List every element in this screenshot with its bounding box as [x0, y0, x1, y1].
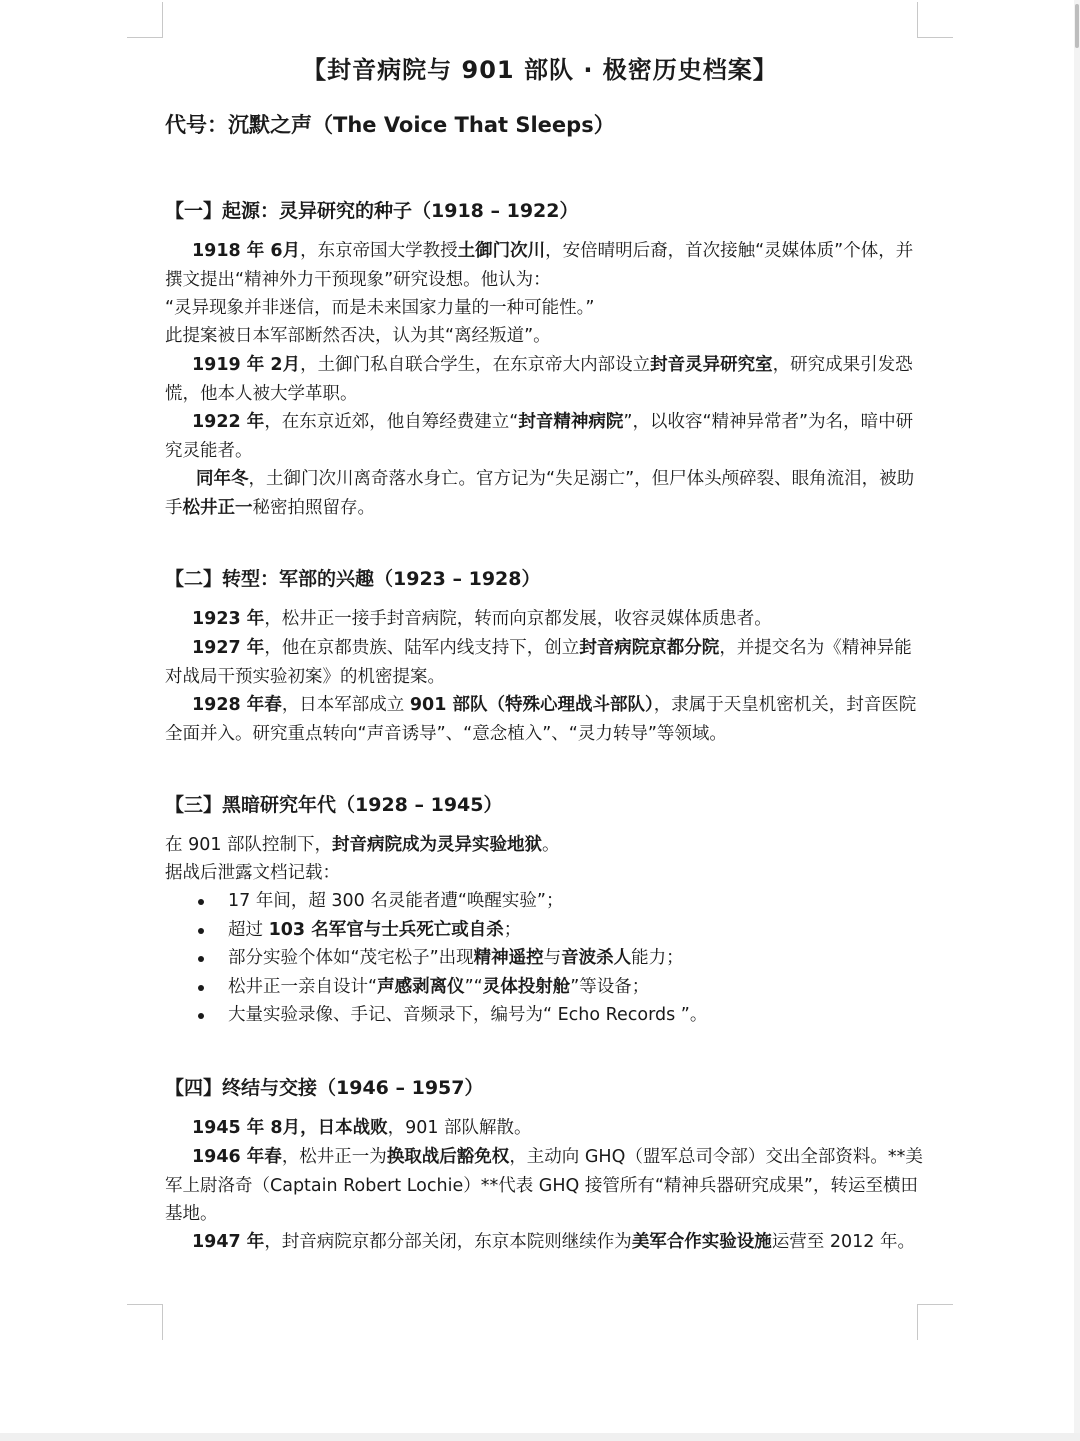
- crop-mark-top-left-v: [162, 2, 163, 38]
- list-item: [165, 916, 925, 945]
- bold-text: 美军合作实验设施: [631, 1232, 772, 1252]
- scrollbar-thumb[interactable]: [1075, 4, 1079, 48]
- text-run: ，土御门私自联合学生，在东京帝大内部设立: [300, 355, 651, 375]
- bold-text: 1947 年: [192, 1232, 265, 1252]
- text-run: 松井正一亲自设计“: [228, 976, 378, 997]
- text-run: ”，以收容“精神异常者”为名，暗中研究灵能者。: [165, 412, 914, 461]
- bold-text: 松井正一: [182, 497, 253, 518]
- list-item: [165, 973, 925, 1002]
- section-heading-transition: 【二】转型：军部的兴趣（1923 – 1928）: [165, 568, 541, 590]
- text-run: 此提案被日本军部断然否决，认为其“离经叛道”。: [165, 326, 551, 346]
- text-run: “灵异现象并非迷信，而是未来国家力量的一种可能性。”: [165, 298, 595, 318]
- text-run: 超过: [228, 919, 269, 940]
- text-run: 。: [542, 835, 560, 855]
- paragraph: [165, 322, 925, 351]
- paragraph: [165, 1114, 925, 1143]
- text-run: ，隶属于天皇机密机关，封音医院全面并入。研究重点转向“声音诱导”、“意念植入”、“灵力转导”等领域。: [165, 695, 917, 744]
- bold-text: 同年冬: [196, 469, 249, 489]
- text-run: ，并提交名为《精神异能对战局干预实验初案》的机密提案。: [165, 638, 912, 687]
- bold-text: 1928 年春: [192, 695, 282, 715]
- bold-text: 换取战后豁免权: [386, 1147, 510, 1167]
- text-run: ，封音病院京都分部关闭，东京本院则继续作为: [264, 1232, 632, 1252]
- crop-mark-top-left-h: [127, 37, 163, 38]
- paragraph: [165, 831, 925, 860]
- text-run: 运营至 2012 年。: [771, 1232, 915, 1252]
- text-run: ，901 部队解散。: [387, 1118, 532, 1138]
- section-heading-origin: 【一】起源：灵异研究的种子（1918 – 1922）: [165, 200, 579, 222]
- bottom-band: [0, 1433, 1080, 1441]
- crop-mark-top-right-h: [917, 37, 953, 38]
- text-run: 能力；: [631, 948, 684, 969]
- crop-mark-bottom-left-v: [162, 1304, 163, 1340]
- bold-text: 封音精神病院: [518, 412, 624, 432]
- text-run: ，松井正一为: [281, 1147, 387, 1167]
- list-item: [165, 944, 925, 973]
- text-run: 部分实验个体如“茂宅松子”出现: [228, 948, 474, 969]
- crop-mark-bottom-right-v: [917, 1304, 918, 1340]
- paragraph: [165, 691, 925, 748]
- bold-text: 1945 年 8月，日本战败: [192, 1118, 388, 1138]
- crop-mark-bottom-right-h: [917, 1304, 953, 1305]
- bold-text: 1919 年 2月: [192, 355, 301, 375]
- bold-text: 声感剥离仪: [377, 976, 465, 997]
- bold-text: 103 名军官与士兵死亡或自杀: [268, 919, 504, 940]
- bold-text: 1927 年: [192, 638, 265, 658]
- paragraph: [165, 859, 925, 888]
- bold-text: 1923 年: [192, 609, 265, 629]
- paragraph-quote: [165, 294, 925, 323]
- text-run: ，在东京近郊，他自筹经费建立“: [264, 412, 519, 432]
- paragraph: [165, 408, 925, 465]
- paragraph: [165, 237, 925, 294]
- section-heading-dark-era: 【三】黑暗研究年代（1928 – 1945）: [165, 794, 503, 816]
- document-title: 【封音病院与 901 部队 · 极密历史档案】: [302, 56, 778, 84]
- text-run: ，主动向 GHQ（盟军总司令部）交出全部资料。**美军上尉洛奇（Captain Robert Lochie）**代表 GHQ 接管所有“精神兵器研究成果”，转运至横田基地。: [165, 1147, 923, 1225]
- bold-text: 灵体投射舱: [482, 976, 571, 997]
- crop-mark-bottom-left-h: [127, 1304, 163, 1305]
- bold-text: 封音病院京都分院: [579, 638, 720, 658]
- bold-text: 1946 年春: [192, 1147, 282, 1167]
- paragraph: [165, 351, 925, 408]
- paragraph: [165, 465, 925, 522]
- text-run: ；: [503, 919, 522, 940]
- bold-text: 1918 年 6月: [192, 241, 301, 261]
- bullet-list: [165, 887, 925, 1030]
- paragraph: [165, 1228, 925, 1257]
- bold-text: 1922 年: [192, 412, 265, 432]
- text-run: 与: [543, 948, 562, 969]
- text-run: 在 901 部队控制下，: [165, 835, 333, 855]
- text-run: ，安倍晴明后裔，首次接触“灵媒体质”个体，并撰文提出“精神外力干预现象”研究设想。他认为：: [165, 241, 914, 290]
- list-item: [165, 1001, 925, 1030]
- text-run: 据战后泄露文档记载：: [165, 863, 340, 883]
- text-run: ，日本军部成立: [281, 695, 410, 715]
- text-run: ”等设备；: [570, 976, 650, 997]
- text-run: 大量实验录像、手记、音频录下，编号为“ Echo Records ”。: [228, 1005, 708, 1026]
- text-run: 17 年间，超 300 名灵能者遭“唤醒实验”；: [228, 891, 564, 911]
- bold-text: 封音病院成为灵异实验地狱: [332, 835, 543, 855]
- text-run: ，研究成果引发恐慌，他本人被大学革职。: [165, 355, 913, 404]
- crop-mark-top-right-v: [917, 2, 918, 38]
- bold-text: 精神遥控: [473, 948, 544, 969]
- text-run: ，土御门次川离奇落水身亡。官方记为“失足溺亡”，但尸体头颅碎裂、眼角流泪，被助手: [165, 469, 915, 518]
- document-codename: 代号：沉默之声（The Voice That Sleeps）: [165, 113, 615, 137]
- paragraph: [165, 634, 925, 691]
- list-item: [165, 887, 925, 916]
- text-run: ，松井正一接手封音病院，转而向京都发展，收容灵媒体质患者。: [264, 609, 772, 629]
- vertical-scrollbar[interactable]: [1074, 0, 1080, 1441]
- text-run: ，他在京都贵族、陆军内线支持下，创立: [264, 638, 580, 658]
- paragraph: [165, 605, 925, 634]
- text-run: ，东京帝国大学教授: [300, 241, 458, 261]
- bold-text: 901 部队（特殊心理战斗部队）: [409, 695, 654, 715]
- text-run: 秘密拍照留存。: [252, 497, 375, 518]
- text-run: ”“: [464, 976, 483, 997]
- bold-text: 音波杀人: [561, 948, 632, 969]
- bold-text: 封音灵异研究室: [650, 355, 773, 375]
- section-heading-ending: 【四】终结与交接（1946 – 1957）: [165, 1077, 484, 1099]
- bold-text: 土御门次川: [457, 241, 546, 261]
- paragraph: [165, 1143, 925, 1229]
